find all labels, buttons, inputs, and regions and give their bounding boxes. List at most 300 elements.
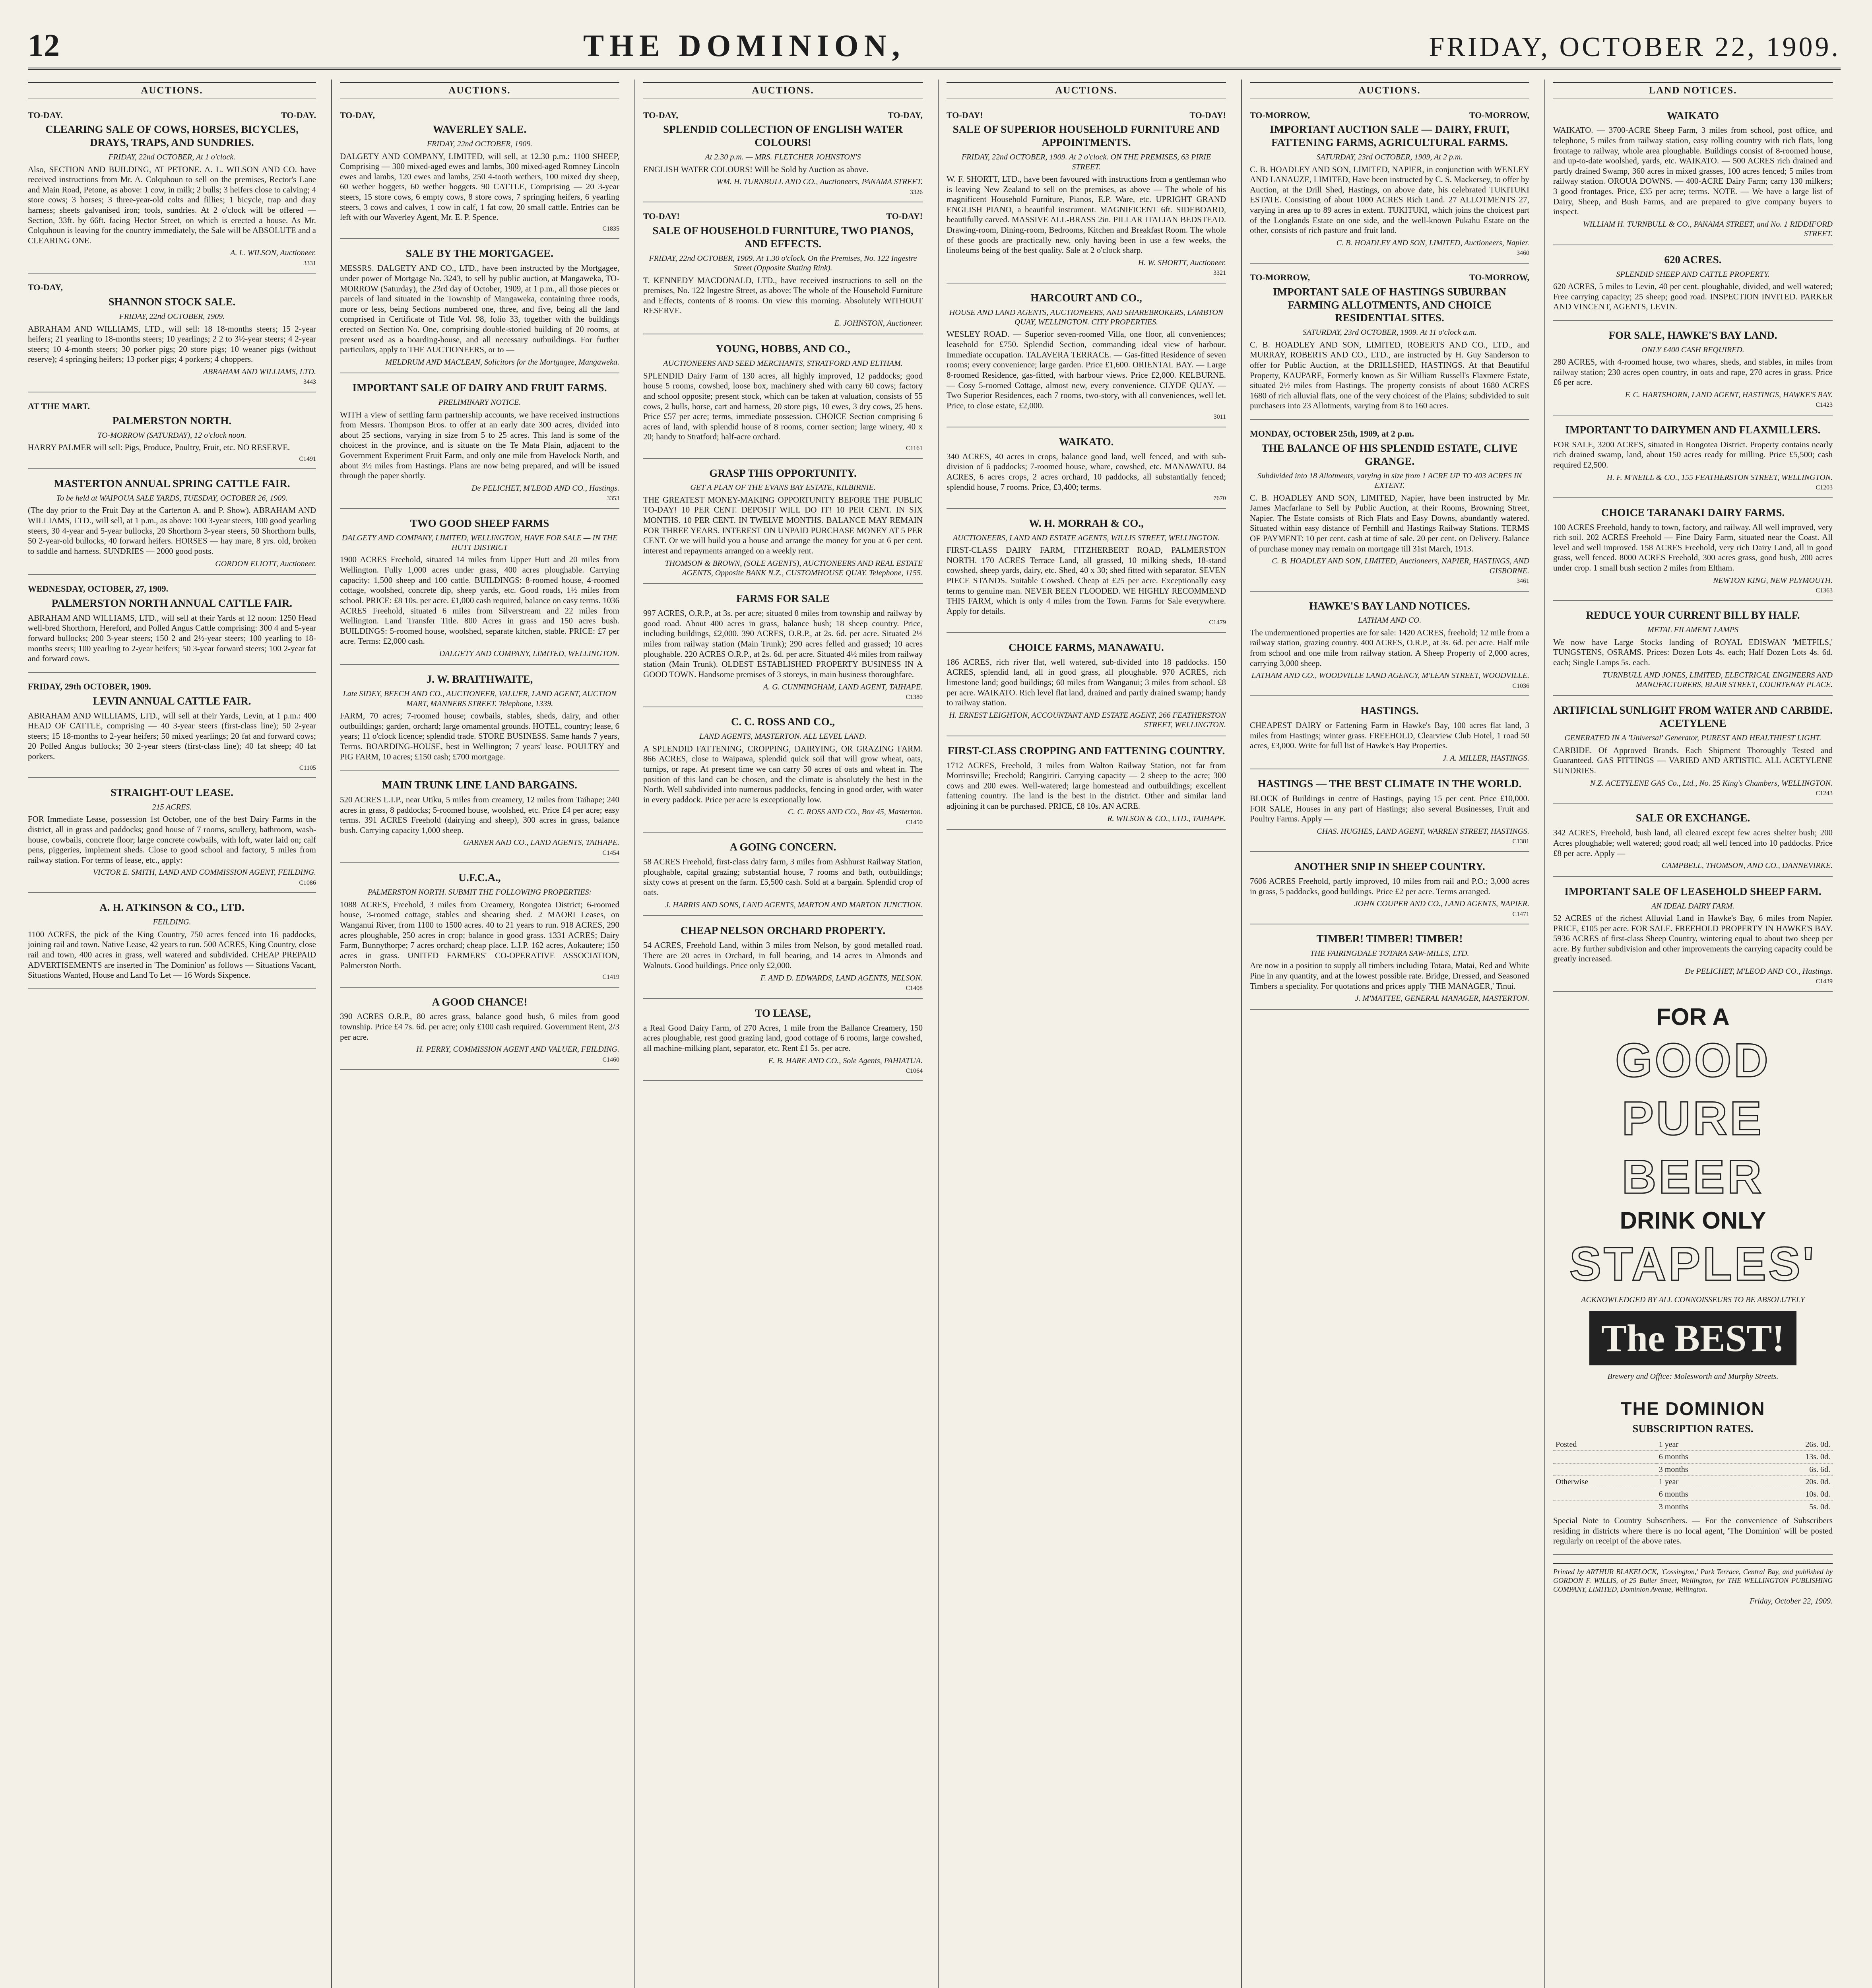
- advertisement: [340, 511, 619, 665]
- news-column-6: [1544, 80, 1841, 1988]
- ad-signature: N.Z. ACETYLENE GAS Co., Ltd., No. 25 King's Chambers, WELLINGTON.: [1590, 779, 1833, 788]
- rate-cell: 1 year: [1657, 1475, 1751, 1488]
- rate-cell: [1553, 1488, 1657, 1501]
- ad-date-line: [643, 110, 923, 121]
- advertisement: [28, 895, 316, 989]
- ad-body: WAIKATO. — 3700-ACRE Sheep Farm, 3 miles from school, post office, and telephone, 5 miles from railway station, easy rolling country with rich flats, long frontage to railway, whole area ploughable. Buildings consist of 8-roomed house, and up-to-date woolshed, yards, etc. WAIKATO. — 500 ACRES rich drained and partly drained Swamp, 360 acres in mixed grasses, 100 acres fenced; 5 miles from railway station. OROUA DOWNS. — 400-ACRE Dairy Farm; carry 130 milkers; 3 good frontages. Price, £35 per acre; terms. NOTE. — We have a large list of Dairy, Sheep, and Bush Farms, and are prepared to give company buyers to inspect.: [1553, 125, 1833, 217]
- ad-code: 3353: [607, 495, 619, 502]
- ad-body: 54 ACRES, Freehold Land, within 3 miles from Nelson, by good metalled road. There are 20 acres in Orchard, in full bearing, and 14 acres in Almonds and Walnuts. Good buildings. Price only £2,000.: [643, 940, 923, 971]
- ad-code: C1460: [602, 1056, 619, 1063]
- ad-signature: J. M'MATTEE, GENERAL MANAGER, MASTERTON.: [1355, 994, 1529, 1003]
- section-heading: AUCTIONS.: [340, 82, 619, 99]
- ad-subtitle: TO-MORROW (SATURDAY), 12 o'clock noon.: [97, 431, 246, 440]
- ad-title: A GOING CONCERN.: [729, 841, 836, 853]
- ad-body: DALGETY AND COMPANY, LIMITED, will sell, at 12.30 p.m.: 1100 SHEEP, Comprising — 300 mixed-aged ewes and lambs, 300 mixed-aged Romney Lincoln ewes and lambs, 120 ewes and lambs, 250 4-tooth wethers, 100 mixed dry sheep, 60 wether hoggets, 60 wether hoggets. 90 CATTLE, Comprising — 20 3-year steers, 15 store cows, 6 empty cows, 8 store cows, 7 springing heifers, 6 yearling steers, 3 cows and calves, 1 cow in calf, 1 fat cow, 20 small cattle. Entries can be left with our Waverley Agent, Mr. E. P. Spence.: [340, 151, 619, 222]
- advertisement: [28, 472, 316, 575]
- ad-code: C1064: [906, 1067, 923, 1074]
- ad-code: C1835: [602, 225, 619, 232]
- ad-title: C. C. ROSS AND CO.,: [731, 716, 835, 728]
- ad-signature: TURNBULL AND JONES, LIMITED, ELECTRICAL ENGINEERS AND MANUFACTURERS, BLAIR STREET, COURTENAY PLACE.: [1602, 670, 1833, 689]
- advertisement: [643, 918, 923, 999]
- staples-line-3: PURE: [1622, 1092, 1764, 1145]
- ad-title: CHOICE FARMS, MANAWATU.: [1009, 641, 1164, 653]
- ad-date-right: TO-DAY.: [281, 110, 316, 120]
- ad-subtitle: LATHAM AND CO.: [1358, 616, 1422, 625]
- ad-body: 390 ACRES O.R.P., 80 acres grass, balance good bush, 6 miles from good township. Price £4 7s. 6d. per acre; only £100 cash required. Government Rent, 2/3 per acre.: [340, 1011, 619, 1042]
- ad-title: HASTINGS — THE BEST CLIMATE IN THE WORLD.: [1257, 778, 1522, 790]
- ad-subtitle: Late SIDEY, BEECH AND CO., AUCTIONEER, VALUER, LAND AGENT, AUCTION MART, MANNERS STREET. Telephone, 1339.: [343, 689, 617, 708]
- ad-body: 1712 ACRES, Freehold, 3 miles from Walton Railway Station, not far from Morrinsville; Freehold; Rangiriri. Carrying capacity — 2 sheep to the acre; 300 cows and 200 ewes. Well-watered; large homestead and outbuildings; excellent fattening country. The land is the best in the district. Other and similar land adjoining it can be purchased. PRICE, £8 10s. AN ACRE.: [947, 760, 1226, 811]
- printer-imprint: Printed by ARTHUR BLAKELOCK, 'Cossington,' Park Terrace, Central Bay, and published by GORDON F. WILLIS, of 25 Buller Street, Wellington, for THE WELLINGTON PUBLISHING COMPANY, LIMITED, Dominion Avenue, Wellington.: [1553, 1563, 1833, 1594]
- advertisement: [1553, 323, 1833, 415]
- advertisement: [28, 104, 316, 274]
- ad-title: SALE OF HOUSEHOLD FURNITURE, TWO PIANOS, AND EFFECTS.: [652, 224, 914, 250]
- ad-body: MESSRS. DALGETY AND CO., LTD., have been instructed by the Mortgagee, under power of Mortgage No. 3243, to sell by public auction, at Mangaweka, TO-MORROW (Saturday), the 23rd day of October, 1909, at 1 p.m., all those pieces or parcels of land situated in the Township of Mangaweka, containing three roods, more or less, being Sections numbered one, three, and five, being all the land comprised in Certificate of Title Vol. 98, folio 33, together with the buildings erected on Section No. One, comprising double-storied building of 20 rooms, at present used as a boarding-house, and all necessary outbuildings. For further particulars, apply to THE AUCTIONEERS, or to —: [340, 263, 619, 355]
- rate-cell: 3 months: [1657, 1501, 1751, 1513]
- ad-date-line: [1250, 429, 1529, 439]
- ad-date-right: TO-DAY!: [1189, 110, 1226, 120]
- ad-title: PALMERSTON NORTH ANNUAL CATTLE FAIR.: [51, 597, 293, 609]
- ad-subtitle: SATURDAY, 23rd OCTOBER, 1909, At 2 p.m.: [1316, 153, 1463, 162]
- ad-date-left: TO-DAY!: [947, 110, 983, 120]
- ad-signature: De PELICHET, M'LEOD AND CO., Hastings.: [1685, 967, 1833, 976]
- section-heading: AUCTIONS.: [28, 82, 316, 99]
- ad-date-line: [1250, 110, 1529, 121]
- rate-cell: [1553, 1451, 1657, 1463]
- ad-signature: C. B. HOADLEY AND SON, LIMITED, Auctioneers, NAPIER, HASTINGS, AND GISBORNE.: [1272, 557, 1529, 575]
- ad-signature: H. W. SHORTT, Auctioneer.: [1138, 258, 1226, 267]
- news-column-5: [1241, 80, 1537, 1988]
- ad-code: 3461: [1517, 577, 1529, 584]
- ad-title: IMPORTANT SALE OF LEASEHOLD SHEEP FARM.: [1564, 885, 1822, 897]
- staples-line-5: DRINK ONLY: [1620, 1207, 1766, 1234]
- ad-code: 3321: [1213, 270, 1226, 277]
- advertisement: [340, 376, 619, 509]
- ad-code: 3443: [303, 379, 316, 386]
- ad-subtitle: HOUSE AND LAND AGENTS, AUCTIONEERS, AND SHAREBROKERS, LAMBTON QUAY, WELLINGTON. CITY PROPERTIES.: [949, 308, 1224, 327]
- ad-body: C. B. HOADLEY AND SON, LIMITED, NAPIER, in conjunction with WENLEY AND LANAUZE, LIMITED, Have been instructed by C. S. Mackersey, to offer by Auction, at the Drill Shed, Hastings, on above date, his celebrated TUKITUKI ESTATE. Consisting of about 1000 ACRES Rich Land. 27 ALLOTMENTS 27, varying in area up to 89 acres in extent. TUKITUKI, which joins the choicest part of the Longlands Estate on one side, and the well-known Pukahu Estate on the other, consists of rich pasture and fruit land.: [1250, 164, 1529, 235]
- rate-row: [1553, 1501, 1833, 1513]
- ad-date-line: [947, 110, 1226, 121]
- ad-subtitle: FRIDAY, 22nd OCTOBER, At 1 o'clock.: [108, 153, 236, 162]
- ad-signature: DALGETY AND COMPANY, LIMITED, WELLINGTON.: [439, 649, 619, 658]
- ad-code: C1471: [1512, 911, 1529, 918]
- advertisement: [28, 780, 316, 893]
- ad-signature: A. L. WILSON, Auctioneer.: [230, 248, 316, 258]
- ad-title: IMPORTANT AUCTION SALE — DAIRY, FRUIT, FATTENING FARMS, AGRICULTURAL FARMS.: [1270, 123, 1509, 149]
- advertisement: [1250, 854, 1529, 924]
- ad-body: 342 ACRES, Freehold, bush land, all cleared except few acres shelter bush; 200 Acres ploughable; well watered; good road; all well fenced into 10 paddocks. Price £8 per acre. Apply —: [1553, 828, 1833, 858]
- ad-code: 3460: [1517, 250, 1529, 257]
- advertisement: [340, 667, 619, 771]
- ad-signature: De PELICHET, M'LEOD AND CO., Hastings.: [471, 483, 619, 493]
- advertisement: [947, 104, 1226, 283]
- rate-cell: [1553, 1501, 1657, 1513]
- advertisement: [947, 635, 1226, 736]
- ad-code: C1086: [299, 879, 316, 886]
- ad-body: We now have Large Stocks landing of ROYAL EDISWAN 'METFILS,' TUNGSTENS, OSRAMS. Prices: Dozen Lots 4s. each; Half Dozen Lots 4s. 6d. each; Single Lamps 5s. each.: [1553, 637, 1833, 668]
- advertisement: [643, 104, 923, 203]
- ad-body: 280 ACRES, with 4-roomed house, two whares, sheds, and stables, in miles from railway station; 230 acres open country, in oats and rape, 270 acres in grass. Price £6 per acre.: [1553, 357, 1833, 387]
- subscription-notice: Special Note to Country Subscribers. — For the convenience of Subscribers residing in districts where there is no local agent, 'The Dominion' will be posted regularly on receipt of the above rates.: [1553, 1516, 1833, 1546]
- ad-date-line: [28, 584, 316, 594]
- rate-row: [1553, 1463, 1833, 1475]
- advertisement: [947, 739, 1226, 830]
- advertisement: [643, 205, 923, 334]
- ad-title: TIMBER! TIMBER! TIMBER!: [1316, 933, 1463, 945]
- ad-subtitle: To be held at WAIPOUA SALE YARDS, TUESDAY, OCTOBER 26, 1909.: [56, 494, 288, 503]
- rate-row: [1553, 1439, 1833, 1451]
- ad-title: IMPORTANT SALE OF DAIRY AND FRUIT FARMS.: [352, 382, 607, 394]
- ad-subtitle: At 2.30 p.m. — MRS. FLETCHER JOHNSTON'S: [705, 153, 861, 162]
- newspaper-title: THE DOMINION,: [583, 28, 906, 63]
- staples-beer-ad: [1553, 994, 1833, 1391]
- rate-cell: 6s. 6d.: [1751, 1463, 1833, 1475]
- staples-line-7: ACKNOWLEDGED BY ALL CONNOISSEURS TO BE ABSOLUTELY: [1581, 1295, 1805, 1304]
- masthead: [28, 28, 1841, 70]
- ad-code: C1419: [602, 973, 619, 980]
- ad-title: U.F.C.A.,: [458, 872, 501, 884]
- ad-body: 1100 ACRES, the pick of the King Country, 750 acres fenced into 16 paddocks, joining rail and town. Native Lease, 42 years to run. 500 ACRES, King Country, close rail and town, 400 acres in grass, well watered and subdivided. CHEAP PREPAID ADVERTISEMENTS are inserted in 'The Dominion' as follows — Situations Vacant, Situations Wanted, House and Land To Let — 16 Words Sixpence.: [28, 929, 316, 980]
- news-column-1: [28, 80, 324, 1988]
- subscription-rates-table: [1553, 1439, 1833, 1513]
- ad-title: GRASP THIS OPPORTUNITY.: [709, 467, 857, 479]
- ad-title: LEVIN ANNUAL CATTLE FAIR.: [93, 695, 251, 707]
- ad-title: HARCOURT AND CO.,: [1030, 291, 1142, 304]
- ad-signature: WM. H. TURNBULL AND CO., Auctioneers, PANAMA STREET.: [716, 177, 923, 186]
- ad-subtitle: PRELIMINARY NOTICE.: [438, 398, 521, 407]
- ad-date-left: FRIDAY, 29th OCTOBER, 1909.: [28, 681, 151, 691]
- ad-subtitle: FRIDAY, 22nd OCTOBER, 1909. At 2 o'clock. ON THE PREMISES, 63 PIRIE STREET.: [961, 153, 1211, 171]
- ad-subtitle: METAL FILAMENT LAMPS: [1647, 625, 1738, 635]
- ad-body: ENGLISH WATER COLOURS! Will be Sold by Auction as above.: [643, 164, 869, 174]
- ad-title: HAWKE'S BAY LAND NOTICES.: [1309, 600, 1470, 612]
- ad-signature: C. C. ROSS AND CO., Box 45, Masterton.: [788, 808, 923, 817]
- ad-title: THE BALANCE OF HIS SPLENDID ESTATE, CLIVE GRANGE.: [1261, 442, 1518, 467]
- ad-title: A. H. ATKINSON & CO., LTD.: [99, 901, 244, 914]
- advertisement: [340, 866, 619, 987]
- advertisement: [340, 104, 619, 239]
- ad-date-left: TO-DAY,: [643, 110, 678, 120]
- ad-date-left: TO-MORROW,: [1250, 272, 1310, 282]
- news-column-4: [938, 80, 1234, 1988]
- ad-body: WESLEY ROAD. — Superior seven-roomed Villa, one floor, all conveniences; leasehold for £750. Splendid Section, commanding ideal view of harbour. Immediate occupation. TALAVERA TERRACE. — Gas-fitted Residence of seven rooms; every convenience; large garden. Price £1,600. ORIENTAL BAY. — Large 8-roomed Residence, gas-fitted, with harbour views. Price £2,000. KELBURNE. — Cosy 5-roomed Cottage, almost new, every convenience. CLYDE QUAY. — Two Superior Residences, each 7 rooms, two-story, with all conveniences, well let. Price, to close estate, £2,000.: [947, 329, 1226, 410]
- ad-signature: NEWTON KING, NEW PLYMOUTH.: [1713, 576, 1833, 585]
- section-heading: AUCTIONS.: [643, 82, 923, 99]
- staples-line-8: The BEST!: [1589, 1311, 1796, 1365]
- ad-date-left: TO-DAY,: [340, 110, 375, 120]
- ad-body: A SPLENDID FATTENING, CROPPING, DAIRYING, OR GRAZING FARM. 866 ACRES, close to Waipawa, splendid quick soil that will grow wheat, oats, turnips, or rape. At present time we can carry 50 acres of oats and wheat in. The position of this land can be chosen, and the climate is absolutely the best in the North. Well subdivided into numerous paddocks, fencing in good order, with water in every paddock. Price per acre is exceptionally low.: [643, 744, 923, 804]
- ad-subtitle: SPLENDID SHEEP AND CATTLE PROPERTY.: [1616, 270, 1770, 279]
- ad-signature: WILLIAM H. TURNBULL & CO., PANAMA STREET, and No. 1 RIDDIFORD STREET.: [1583, 219, 1833, 239]
- ad-body: 7606 ACRES Freehold, partly improved, 10 miles from rail and P.O.; 3,000 acres in grass, 5 paddocks, good buildings. Price £2 per acre. Terms arranged.: [1250, 876, 1529, 896]
- ad-body: The undermentioned properties are for sale: 1420 ACRES, freehold; 12 mile from a railway station, grazing country. 400 ACRES, O.R.P., at 3s. 6d. per acre. Half mile from school and one mile from railway station. A Sheep Property of 2,000 acres, carrying 3,000 sheep.: [1250, 627, 1529, 668]
- advertisement: [1250, 266, 1529, 420]
- ad-date-left: TO-DAY!: [643, 211, 680, 221]
- advertisement: [1553, 418, 1833, 498]
- ad-body: ABRAHAM AND WILLIAMS, LTD., will sell: 18 18-months steers; 15 2-year heifers; 21 yearling to 18-months steers; 10 yearlings; 2 2 to 3½-year steers; 4 2-year steers; 10 4-month steers; 30 porker pigs; 20 store pigs; 10 weaner pigs (without reserve); 4 springing heifers; 13 porker pigs; 4 porkers; 4 choppers.: [28, 324, 316, 364]
- ad-title: MASTERTON ANNUAL SPRING CATTLE FAIR.: [54, 478, 290, 490]
- rate-cell: 6 months: [1657, 1488, 1751, 1501]
- advertisement: [1553, 698, 1833, 804]
- ad-subtitle: AUCTIONEERS, LAND AND ESTATE AGENTS, WILLIS STREET, WELLINGTON.: [952, 533, 1220, 542]
- ad-title: REDUCE YOUR CURRENT BILL BY HALF.: [1586, 609, 1800, 621]
- staples-line-2: GOOD: [1615, 1034, 1771, 1087]
- ad-title: YOUNG, HOBBS, AND CO.,: [716, 343, 850, 355]
- ad-signature: R. WILSON & CO., LTD., TAIHAPE.: [1107, 814, 1226, 823]
- ad-signature: H. ERNEST LEIGHTON, ACCOUNTANT AND ESTATE AGENT, 266 FEATHERSTON STREET, WELLINGTON.: [949, 711, 1226, 730]
- ad-date-left: TO-DAY.: [28, 110, 63, 120]
- ad-signature: F. C. HARTSHORN, LAND AGENT, HASTINGS, HAWKE'S BAY.: [1625, 390, 1833, 400]
- ad-subtitle: FRIDAY, 22nd OCTOBER, 1909.: [119, 312, 225, 321]
- ad-title: WAVERLEY SALE.: [433, 123, 527, 136]
- rate-cell: 5s. 0d.: [1751, 1501, 1833, 1513]
- advertisement: [1250, 699, 1529, 769]
- ad-title: CHOICE TARANAKI DAIRY FARMS.: [1601, 506, 1785, 518]
- ad-title: SALE BY THE MORTGAGEE.: [405, 247, 554, 260]
- ad-code: C1363: [1816, 587, 1833, 594]
- ad-body: 186 ACRES, rich river flat, well watered, sub-divided into 18 paddocks. 150 ACRES, splendid land, all in good grass, all ploughable. 970 ACRES, rich limestone land; good buildings; 60 miles from Wanganui; 3 miles from school. £8 per acre. WAIKATO. Rich level flat land, drained and partly drained swamp; handy to railway station.: [947, 657, 1226, 708]
- ad-date-line: [28, 401, 316, 412]
- ad-signature: A. G. CUNNINGHAM, LAND AGENT, TAIHAPE.: [763, 682, 923, 691]
- section-heading: AUCTIONS.: [1250, 82, 1529, 99]
- ad-body: 997 ACRES, O.R.P., at 3s. per acre; situated 8 miles from township and railway by good road. About 400 acres in grass, balance bush; 18 sheep country. Price, including buildings, £2,000. 390 ACRES, O.R.P., at 2s. 6d. per acre. Situated 2½ miles from railway station (Main Trunk); 290 acres felled and grassed; 10 acres ploughable. 220 ACRES O.R.P., at 2s. 6d. per acre. Situated 4½ miles from railway station (Main Trunk). OLDEST ESTABLISHED PROPERTY BUSINESS IN A GOOD TOWN. Handsome premises of 3 storeys, in main business thoroughfare.: [643, 608, 923, 679]
- column-grid: [28, 80, 1841, 1988]
- advertisement: [643, 337, 923, 458]
- ad-date-right: TO-MORROW,: [1469, 272, 1529, 282]
- ad-date-line: [28, 110, 316, 121]
- ad-date-line: [28, 282, 316, 293]
- ad-body: (The day prior to the Fruit Day at the Carterton A. and P. Show). ABRAHAM AND WILLIAMS, LTD., will sell, at 1 p.m., as above: 100 3-year steers, 100 good yearling steers, 30 4-year and 5-year bullocks, 20 Shorthorn 3-year steers, 50 Shorthorn bulls, 50 2-year-old bullocks, 40 forward heifers. HORSES — hay mare, 8 yrs. old, broken to saddle and harness. SUNDRIES — 2000 good posts.: [28, 505, 316, 556]
- ad-code: C1036: [1512, 682, 1529, 689]
- issue-date: FRIDAY, OCTOBER 22, 1909.: [1429, 32, 1841, 62]
- advertisement: [1250, 422, 1529, 591]
- ad-body: FIRST-CLASS DAIRY FARM, FITZHERBERT ROAD, PALMERSTON NORTH. 170 ACRES Terrace Land, all grassed, 10 milking sheds, 18-stand cowshed, sheep yards, dairy, etc. Shed, 40 x 30; shed fitted with separator. SEVEN PIECE STANDS. Suitable Cowshed. Cheap at £25 per acre. Exceptionally easy terms to genuine man. NEVER BEEN FLOODED. WE HIGHLY RECOMMEND THIS FARM, which is only 4 miles from the Town. Farms for Sale everywhere. Apply for details.: [947, 545, 1226, 616]
- advertisement: [340, 773, 619, 863]
- ad-code: C1491: [299, 455, 316, 462]
- ad-title: FIRST-CLASS CROPPING AND FATTENING COUNTRY.: [947, 744, 1225, 757]
- advertisement: [1553, 603, 1833, 696]
- advertisement: [1250, 104, 1529, 264]
- rate-cell: 6 months: [1657, 1451, 1751, 1463]
- ad-subtitle: GENERATED IN A 'Universal' Generator, PUREST AND HEALTHIEST LIGHT.: [1564, 734, 1822, 743]
- section-heading: AUCTIONS.: [947, 82, 1226, 99]
- ad-title: HASTINGS.: [1360, 705, 1419, 717]
- ad-signature: MELDRUM AND MACLEAN, Solicitors for the Mortgagee, Mangaweka.: [385, 357, 619, 367]
- ad-title: ARTIFICIAL SUNLIGHT FROM WATER AND CARBIDE. ACETYLENE: [1553, 704, 1833, 730]
- ad-body: ABRAHAM AND WILLIAMS, LTD., will sell at their Yards at 12 noon: 1250 Head well-bred Shorthorn, Hereford, and Polled Angus Cattle comprising: 300 4 and 5-year forward bullocks; 200 3-year steers; 150 2 and 2½-year steers; 100 yearling to 18-months steers; 100 yearling to 2-year heifers; 50 3-year forward steers; 100 2-year fat and forward cows.: [28, 613, 316, 664]
- ad-signature: H. F. M'NEILL & CO., 155 FEATHERSTON STREET, WELLINGTON.: [1606, 473, 1833, 482]
- rate-row: [1553, 1488, 1833, 1501]
- ad-subtitle: 215 ACRES.: [152, 803, 192, 812]
- page-number: 12: [28, 28, 60, 63]
- ad-body: a Real Good Dairy Farm, of 270 Acres, 1 mile from the Ballance Creamery, 150 acres ploughable, rest good grazing land, good cottage of 6 rooms, large cowshed, all machine-milking plant, separator, etc. Rent £1 5s. per acre.: [643, 1023, 923, 1053]
- ad-title: SHANNON STOCK SALE.: [108, 296, 236, 308]
- advertisement: [28, 577, 316, 673]
- rate-cell: Posted: [1553, 1439, 1657, 1451]
- ad-code: C1203: [1816, 484, 1833, 491]
- ad-subtitle: GET A PLAN OF THE EVANS BAY ESTATE, KILBIRNIE.: [690, 483, 876, 492]
- ad-signature: VICTOR E. SMITH, LAND AND COMMISSION AGENT, FEILDING.: [93, 868, 316, 877]
- ad-title: FOR SALE, HAWKE'S BAY LAND.: [1608, 329, 1777, 341]
- advertisement: [1553, 104, 1833, 245]
- advertisement: [1553, 806, 1833, 877]
- ad-date-line: [1250, 272, 1529, 283]
- ad-body: CHEAPEST DAIRY or Fattening Farm in Hawke's Bay, 100 acres flat land, 3 miles from Hastings; winter grass. FREEHOLD, Clearview Club Hotel, 1 road 50 acres, £3,000. Write for full list of Hawke's Bay Properties.: [1250, 720, 1529, 751]
- ad-body: FARM, 70 acres; 7-roomed house; cowbails, stables, sheds, dairy, and other outbuildings; garden, orchard; large ornamental grounds. HOTEL, country; lease, 6 years; 11 o'clock licence; splendid trade. STORE BUSINESS. Same hands 7 years, Terms. BOARDING-HOUSE, best in Wellington; 7 years' lease. POULTRY and PIG FARM, 10 acres; £150 cash; £700 mortgage.: [340, 711, 619, 761]
- ad-code: C1161: [906, 445, 923, 452]
- advertisement: [947, 430, 1226, 509]
- ad-title: CLEARING SALE OF COWS, HORSES, BICYCLES, DRAYS, TRAPS, AND SUNDRIES.: [45, 123, 299, 149]
- ad-body: HARRY PALMER will sell: Pigs, Produce, Poultry, Fruit, etc. NO RESERVE.: [28, 443, 290, 452]
- ad-subtitle: FEILDING.: [153, 918, 191, 927]
- ad-code: C1408: [906, 985, 923, 992]
- ad-code: C1423: [1816, 402, 1833, 409]
- ad-signature: H. PERRY, COMMISSION AGENT AND VALUER, FEILDING.: [416, 1045, 619, 1054]
- ad-title: TWO GOOD SHEEP FARMS: [410, 517, 549, 529]
- ad-code: C1450: [906, 819, 923, 826]
- advertisement: [643, 586, 923, 707]
- advertisement: [340, 241, 619, 373]
- advertisement: [1250, 927, 1529, 1010]
- ad-subtitle: LAND AGENTS, MASTERTON. ALL LEVEL LAND.: [699, 732, 867, 741]
- ad-subtitle: Subdivided into 18 Allotments, varying in size from 1 ACRE UP TO 403 ACRES IN EXTENT.: [1257, 471, 1522, 490]
- ad-body: 1088 ACRES, Freehold, 3 miles from Creamery, Rongotea District; 6-roomed house, 3-roomed cottage, stables and shearing shed. 2 MAORI Leases, on Wanganui River, from 1100 to 1500 acres. 40 to 21 years to run. 918 ACRES, 290 acres ploughable, 250 acres in crop; balance in good grass. 1331 ACRES; Dairy Farm, Bunnythorpe; 7 acres orchard; cheap place. L.I.P. 162 acres, Aokautere; 150 acres in grass. UNITED FARMERS' CO-OPERATIVE ASSOCIATION, Palmerston North.: [340, 899, 619, 971]
- ad-date-line: [643, 211, 923, 222]
- rate-row: [1553, 1475, 1833, 1488]
- ad-date-right: TO-MORROW,: [1469, 110, 1529, 120]
- rate-cell: 1 year: [1657, 1439, 1751, 1451]
- ad-code: C1479: [1209, 619, 1226, 626]
- advertisement: [643, 1001, 923, 1081]
- ad-signature: LATHAM AND CO., WOODVILLE LAND AGENCY, M'LEAN STREET, WOODVILLE.: [1251, 671, 1529, 680]
- advertisement: [28, 395, 316, 469]
- ad-body: WITH a view of settling farm partnership accounts, we have received instructions from Messrs. Thompson Bros. to offer at an early date 300 acres, divided into about 25 sections, varying in size from 5 to 25 acres. This land is some of the choicest in the province, and is situate on the Te Mata Plain, adjacent to the Government Experiment Fruit Farm, and only one mile from Havelock North, and about 3½ miles from Hastings. Plans are now being prepared, and will be issued through the paper shortly.: [340, 410, 619, 481]
- ad-date-left: TO-DAY,: [28, 282, 63, 293]
- ad-title: MAIN TRUNK LINE LAND BARGAINS.: [382, 779, 577, 791]
- ad-title: CHEAP NELSON ORCHARD PROPERTY.: [680, 924, 886, 937]
- ad-code: C1439: [1816, 978, 1833, 985]
- ad-signature: E. JOHNSTON, Auctioneer.: [834, 319, 923, 328]
- rate-cell: 26s. 0d.: [1751, 1439, 1833, 1451]
- advertisement: [1250, 594, 1529, 697]
- ad-signature: GORDON ELIOTT, Auctioneer.: [215, 559, 316, 568]
- ad-date-line: [340, 110, 619, 121]
- ad-code: C1454: [602, 849, 619, 856]
- news-column-2: [331, 80, 627, 1988]
- ad-body: W. F. SHORTT, LTD., have been favoured with instructions from a gentleman who is leaving New Zealand to sell on the premises, as above — The whole of his magnificent Household Furniture, Pianos, E.P. Ware, etc. UPRIGHT GRAND ENGLISH PIANO, a beautiful instrument. MAGNIFICENT 6ft. SIDEBOARD, beautifully carved. MASSIVE ALL-BRASS 2in. PILLAR ITALIAN BEDSTEAD. Drawing-room, Dining-room, Bedrooms, Kitchen and Breakfast Room. The whole of these goods are practically new, only having been in use a few weeks, the linoleums being of the best quality. Sale at 2 o'clock sharp.: [947, 174, 1226, 255]
- staples-line-1: FOR A: [1656, 1003, 1730, 1030]
- ad-body: 100 ACRES Freehold, handy to town, factory, and railway. All well improved, very rich soil. 202 ACRES Freehold — Fine Dairy Farm, situated near the Coast. All level and well improved. 158 ACRES Freehold, very rich Dairy Land, all in good grass, well fenced. 8000 ACRES Freehold, 300 acres grass, good bush, 200 acres under crop. 1 small bush section 2 miles from Eltham.: [1553, 522, 1833, 573]
- ad-subtitle: ONLY £400 CASH REQUIRED.: [1641, 345, 1744, 354]
- rate-row: [1553, 1451, 1833, 1463]
- ad-subtitle: DALGETY AND COMPANY, LIMITED, WELLINGTON, HAVE FOR SALE — IN THE HUTT DISTRICT: [341, 533, 618, 552]
- subscription-heading: THE DOMINION: [1620, 1398, 1765, 1419]
- ad-body: Also, SECTION AND BUILDING, AT PETONE. A. L. WILSON AND CO. have received instructions from Mr. A. Colquhoun to sell on the premises, Rector's Lane and Main Road, Petone, as above: 1 cow, in milk; 2 bulls; 3 heifers close to calving; 4 store cows; 3 horses; 3 three-year-old colts and fillies; 1 bicycle, trap and dray harness; sheets galvanised iron; tools, sundries. At 2 o'clock will be offered — Section, 33ft. by 66ft. facing Hector Street, on which is erected a house. As Mr. Colquhoun is leaving for the country immediately, the Sale will be ABSOLUTE and a CLEARING ONE.: [28, 164, 316, 245]
- staples-line-6: STAPLES': [1569, 1237, 1817, 1291]
- ad-subtitle: FRIDAY, 22nd OCTOBER, 1909. At 1.30 o'clock. On the Premises, No. 122 Ingestre Street (Opposite Skating Rink).: [649, 254, 917, 273]
- ad-title: J. W. BRAITHWAITE,: [426, 673, 533, 685]
- ad-signature: CAMPBELL, THOMSON, AND CO., DANNEVIRKE.: [1661, 861, 1833, 870]
- ad-body: 52 ACRES of the richest Alluvial Land in Hawke's Bay, 6 miles from Napier. PRICE, £105 per acre. FOR SALE. FREEHOLD PROPERTY IN HAWKE'S BAY. 5936 ACRES of first-class Sheep Country, wintering equal to about two sheep per acre. By further subdivision and other improvements the carrying capacity could be greatly increased.: [1553, 913, 1833, 964]
- ad-signature: J. A. MILLER, HASTINGS.: [1443, 753, 1529, 763]
- advertisement: [643, 461, 923, 584]
- subscription-box: [1553, 1391, 1833, 1555]
- rate-cell: 10s. 0d.: [1751, 1488, 1833, 1501]
- rate-cell: Otherwise: [1553, 1475, 1657, 1488]
- advertisement: [28, 675, 316, 778]
- ad-body: ABRAHAM AND WILLIAMS, LTD., will sell at their Yards, Levin, at 1 p.m.: 400 HEAD OF CATTLE, comprising — 40 3-year steers (first-class line); 50 2-year steers; 15 18-months to 2-year heifers; 50 mixed yearlings; 20 fat and forward cows; 20 Polled Angus bullocks; 30 2-year steers (first-class line); 40 fat sheep; 40 fat porkers.: [28, 711, 316, 761]
- ad-title: IMPORTANT TO DAIRYMEN AND FLAXMILLERS.: [1565, 423, 1821, 436]
- ad-body: 58 ACRES Freehold, first-class dairy farm, 3 miles from Ashhurst Railway Station, ploughable, capital grazing; substantial house, 7 rooms and bath, outbuildings; sixty cows at present on the farm. £5,500 cash. Sold at a bargain. Splendid crop of oats.: [643, 857, 923, 897]
- ad-date-line: [28, 681, 316, 692]
- ad-code: C1105: [299, 764, 316, 771]
- advertisement: [28, 276, 316, 392]
- ad-title: TO LEASE,: [755, 1007, 811, 1019]
- ad-subtitle: SATURDAY, 23rd OCTOBER, 1909. At 11 o'clock a.m.: [1302, 328, 1477, 337]
- advertisement: [643, 835, 923, 916]
- ad-body: 520 ACRES L.I.P., near Utiku, 5 miles from creamery, 12 miles from Taihape; 240 acres in grass, 8 paddocks; 5-roomed house, woolshed, etc. Price £4 per acre; easy terms. 391 ACRES Freehold (dairying and sheep), 300 acres in grass, balance bush. Carrying capacity 1,000 sheep.: [340, 795, 619, 835]
- ad-title: SALE OF SUPERIOR HOUSEHOLD FURNITURE AND APPOINTMENTS.: [952, 123, 1220, 149]
- ad-signature: E. B. HARE AND CO., Sole Agents, PAHIATUA.: [768, 1056, 923, 1065]
- ad-title: FARMS FOR SALE: [736, 592, 830, 605]
- ad-code: 3331: [303, 260, 316, 267]
- ad-title: STRAIGHT-OUT LEASE.: [110, 786, 234, 799]
- ad-signature: J. HARRIS AND SONS, LAND AGENTS, MARTON AND MARTON JUNCTION.: [665, 900, 923, 909]
- ad-signature: ABRAHAM AND WILLIAMS, LTD.: [203, 367, 316, 376]
- rate-cell: 20s. 0d.: [1751, 1475, 1833, 1488]
- ad-signature: C. B. HOADLEY AND SON, LIMITED, Auctioneers, Napier.: [1336, 238, 1529, 247]
- ad-title: IMPORTANT SALE OF HASTINGS SUBURBAN FARMING ALLOTMENTS, AND CHOICE RESIDENTIAL SITES.: [1273, 285, 1506, 324]
- ad-body: 620 ACRES, 5 miles to Levin, 40 per cent. ploughable, divided, and well watered; Free carrying capacity; 25 sheep; good road. INSPECTION INVITED. PARKER AND VINCENT, AGENTS, LEVIN.: [1553, 282, 1833, 312]
- ad-body: C. B. HOADLEY AND SON, LIMITED, ROBERTS AND CO., LTD., and MURRAY, ROBERTS AND CO., LTD., are instructed by H. Guy Sanderson to offer for Public Auction, at the DRILLSHED, HASTINGS. At that Beautiful Property, KAUPARE, Formerly known as Sir William Russell's Flaxmere Estate, situated 2½ miles from Hastings. The property consists of about 1680 ACRES 1680 of rich alluvial flats, one of the very choicest of the Plains; subdivided to suit purchasers into 23 Allotments, varying from 8 to 160 acres.: [1250, 340, 1529, 411]
- staples-line-4: BEER: [1622, 1150, 1764, 1204]
- advertisement: [1553, 248, 1833, 321]
- ad-subtitle: AUCTIONEERS AND SEED MERCHANTS, STRATFORD AND ELTHAM.: [663, 359, 903, 368]
- ad-body: FOR Immediate Lease, possession 1st October, one of the best Dairy Farms in the district, all in grass and paddocks; good house of 7 rooms, scullery, bathroom, wash-house, cowbails, concrete floor; large concrete cowbails, with loft, water laid on; calf pens, piggeries, implement sheds. Close to good school and factory, 5 miles from railway station. For terms of lease, etc., apply:: [28, 814, 316, 865]
- ad-body: BLOCK of Buildings in centre of Hastings, paying 15 per cent. Price £10,000. FOR SALE, Houses in any part of Hastings; also several Businesses, Fruit and Poultry Farms. Apply —: [1250, 794, 1529, 824]
- news-column-3: [634, 80, 931, 1988]
- ad-title: SALE OR EXCHANGE.: [1635, 812, 1750, 824]
- ad-code: C1243: [1816, 790, 1833, 797]
- section-heading: LAND NOTICES.: [1553, 82, 1833, 99]
- ad-body: C. B. HOADLEY AND SON, LIMITED, Napier, have been instructed by Mr. James Macfarlane to Sell by Public Auction, at their Rooms, Browning Street, Napier. The Estate consists of Rich Flats and Easy Downs, abundantly watered. Situated within easy distance of Fernhill and Hastings Railway Stations. TERMS OF PAYMENT: 10 per cent. cash at time of sale. 20 per cent. on Delivery. Balance of purchase money may remain on mortgage till 31st March, 1913.: [1250, 493, 1529, 553]
- ad-code: 3011: [1213, 414, 1226, 421]
- footer-date: Friday, October 22, 1909.: [1750, 1596, 1833, 1606]
- ad-subtitle: FRIDAY, 22nd OCTOBER, 1909.: [427, 140, 533, 149]
- ad-body: T. KENNEDY MACDONALD, LTD., have received instructions to sell on the premises, No. 122 Ingestre Street, as above: The whole of the Household Furniture and Effects, contents of 8 rooms. On view this morning. Absolutely WITHOUT RESERVE.: [643, 275, 923, 316]
- ad-signature: F. AND D. EDWARDS, LAND AGENTS, NELSON.: [760, 973, 923, 982]
- ad-title: WAIKATO: [1666, 109, 1719, 122]
- ad-subtitle: PALMERSTON NORTH. SUBMIT THE FOLLOWING PROPERTIES:: [367, 888, 592, 897]
- ad-signature: THOMSON & BROWN, (SOLE AGENTS), AUCTIONEERS AND REAL ESTATE AGENTS, Opposite BANK N.Z., CUSTOMHOUSE QUAY. Telephone, 1155.: [665, 559, 923, 577]
- ad-title: PALMERSTON NORTH.: [112, 414, 232, 427]
- staples-line-9: Brewery and Office: Molesworth and Murphy Streets.: [1607, 1372, 1779, 1381]
- rate-cell: 13s. 0d.: [1751, 1451, 1833, 1463]
- ad-signature: CHAS. HUGHES, LAND AGENT, WARREN STREET, HASTINGS.: [1317, 827, 1529, 836]
- ad-body: FOR SALE, 3200 ACRES, situated in Rongotea District. Property contains nearly rich drained swamp, land, about 150 acres ready for milling. Price £5,500; cash required £2,500.: [1553, 439, 1833, 470]
- ad-code: C1380: [906, 693, 923, 701]
- rate-cell: [1553, 1463, 1657, 1475]
- ad-code: 7670: [1213, 495, 1226, 502]
- advertisement: [947, 511, 1226, 633]
- ad-title: 620 ACRES.: [1664, 253, 1722, 266]
- ad-date-left: MONDAY, OCTOBER 25th, 1909, at 2 p.m.: [1250, 429, 1414, 439]
- advertisement: [643, 710, 923, 833]
- ad-date-right: TO-DAY!: [886, 211, 923, 221]
- ad-date-left: TO-MORROW,: [1250, 110, 1310, 120]
- advertisement: [1553, 879, 1833, 992]
